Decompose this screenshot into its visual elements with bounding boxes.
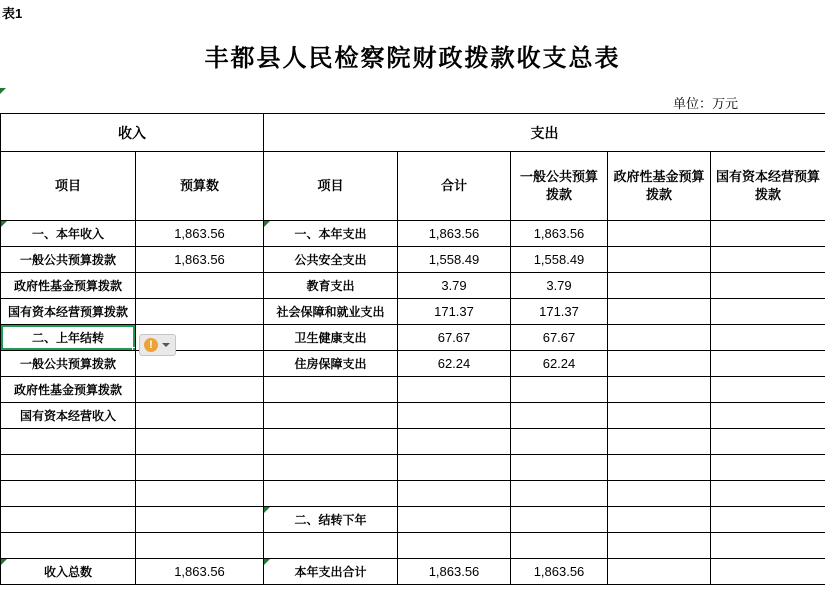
value-cell[interactable] bbox=[711, 455, 825, 481]
value-cell[interactable] bbox=[608, 403, 711, 429]
table-row bbox=[1, 507, 825, 533]
cell-error-triangle-icon bbox=[264, 559, 270, 565]
group-header-row bbox=[1, 114, 825, 152]
item-cell[interactable]: 二、结转下年 bbox=[264, 507, 398, 533]
value-cell[interactable] bbox=[511, 507, 608, 533]
value-cell[interactable] bbox=[608, 455, 711, 481]
col-header-general-public-budget[interactable]: 一般公共预算拨款 bbox=[511, 152, 608, 221]
value-cell[interactable] bbox=[136, 481, 264, 507]
item-cell[interactable] bbox=[1, 455, 136, 481]
value-cell[interactable] bbox=[608, 273, 711, 299]
item-cell[interactable] bbox=[264, 533, 398, 559]
value-cell[interactable] bbox=[711, 299, 825, 325]
item-cell[interactable]: 政府性基金预算拨款 bbox=[1, 273, 136, 299]
table-row bbox=[1, 403, 825, 429]
col-header-gov-fund-budget[interactable]: 政府性基金预算拨款 bbox=[608, 152, 711, 221]
value-cell[interactable] bbox=[711, 351, 825, 377]
value-cell[interactable] bbox=[136, 299, 264, 325]
error-indicator-button[interactable] bbox=[139, 334, 176, 356]
table-row bbox=[1, 299, 825, 325]
table-row bbox=[1, 351, 825, 377]
value-cell[interactable] bbox=[136, 273, 264, 299]
item-cell[interactable]: 住房保障支出 bbox=[264, 351, 398, 377]
col-header-total[interactable]: 合计 bbox=[398, 152, 511, 221]
value-cell[interactable] bbox=[711, 273, 825, 299]
value-cell[interactable] bbox=[608, 299, 711, 325]
value-cell[interactable] bbox=[711, 325, 825, 351]
item-cell[interactable]: 一、本年支出 bbox=[264, 221, 398, 247]
item-cell[interactable] bbox=[264, 481, 398, 507]
value-cell[interactable] bbox=[711, 247, 825, 273]
value-cell[interactable] bbox=[511, 429, 608, 455]
value-cell[interactable] bbox=[711, 559, 825, 585]
item-cell[interactable]: 本年支出合计 bbox=[264, 559, 398, 585]
value-cell[interactable] bbox=[398, 507, 511, 533]
page-title: 丰都县人民检察院财政拨款收支总表 bbox=[204, 45, 621, 72]
value-cell[interactable] bbox=[711, 403, 825, 429]
expense-group-header[interactable]: 支出 bbox=[264, 114, 825, 152]
fill-handle[interactable] bbox=[132, 347, 136, 351]
item-cell[interactable] bbox=[264, 455, 398, 481]
value-cell[interactable]: 62.24 bbox=[511, 351, 608, 377]
value-cell[interactable] bbox=[608, 507, 711, 533]
value-cell[interactable] bbox=[608, 377, 711, 403]
table-row bbox=[1, 481, 825, 507]
income-group-header[interactable]: 收入 bbox=[1, 114, 264, 152]
value-cell[interactable]: 1,863.56 bbox=[136, 247, 264, 273]
col-header-state-capital-budget[interactable]: 国有资本经营预算拨款 bbox=[711, 152, 825, 221]
item-cell[interactable]: 教育支出 bbox=[264, 273, 398, 299]
value-cell[interactable]: 1,863.56 bbox=[398, 559, 511, 585]
value-cell[interactable] bbox=[711, 221, 825, 247]
sheet-label: 表1 bbox=[2, 6, 23, 21]
value-cell[interactable] bbox=[511, 403, 608, 429]
item-cell[interactable]: 一、本年收入 bbox=[1, 221, 136, 247]
cell-error-triangle-icon bbox=[0, 88, 6, 94]
value-cell[interactable]: 1,863.56 bbox=[136, 221, 264, 247]
item-cell[interactable]: 政府性基金预算拨款 bbox=[1, 377, 136, 403]
item-cell[interactable] bbox=[264, 377, 398, 403]
unit-label: 单位：万元 bbox=[673, 96, 739, 111]
value-cell[interactable] bbox=[398, 377, 511, 403]
table-row bbox=[1, 273, 825, 299]
item-cell[interactable] bbox=[1, 481, 136, 507]
value-cell[interactable] bbox=[608, 429, 711, 455]
value-cell[interactable] bbox=[398, 403, 511, 429]
value-cell[interactable] bbox=[136, 377, 264, 403]
warning-icon: ! bbox=[144, 338, 158, 352]
item-cell[interactable] bbox=[1, 507, 136, 533]
table-row bbox=[1, 455, 825, 481]
value-cell[interactable]: 171.37 bbox=[398, 299, 511, 325]
item-cell[interactable] bbox=[1, 429, 136, 455]
item-cell[interactable] bbox=[264, 429, 398, 455]
selected-cell[interactable]: 二、上年结转 bbox=[1, 325, 136, 351]
col-header-expense-item[interactable]: 项目 bbox=[264, 152, 398, 221]
item-cell[interactable]: 一般公共预算拨款 bbox=[1, 351, 136, 377]
table-row bbox=[1, 325, 825, 351]
item-cell[interactable] bbox=[1, 533, 136, 559]
cell-error-triangle-icon bbox=[264, 507, 270, 513]
value-cell[interactable] bbox=[398, 429, 511, 455]
fiscal-summary-table bbox=[0, 113, 825, 585]
col-header-budget[interactable]: 预算数 bbox=[136, 152, 264, 221]
value-cell[interactable]: 1,863.56 bbox=[511, 559, 608, 585]
item-cell[interactable]: 国有资本经营预算拨款 bbox=[1, 299, 136, 325]
table-body bbox=[1, 221, 825, 585]
value-cell[interactable] bbox=[398, 533, 511, 559]
value-cell[interactable] bbox=[711, 429, 825, 455]
value-cell[interactable] bbox=[136, 403, 264, 429]
value-cell[interactable] bbox=[711, 377, 825, 403]
table-row bbox=[1, 377, 825, 403]
item-cell[interactable]: 收入总数 bbox=[1, 559, 136, 585]
col-header-income-item[interactable]: 项目 bbox=[1, 152, 136, 221]
column-header-row bbox=[1, 152, 825, 221]
table-row bbox=[1, 247, 825, 273]
value-cell[interactable]: 1,863.56 bbox=[511, 221, 608, 247]
dropdown-arrow-icon bbox=[162, 343, 170, 347]
value-cell[interactable] bbox=[136, 455, 264, 481]
value-cell[interactable] bbox=[398, 455, 511, 481]
value-cell[interactable]: 67.67 bbox=[511, 325, 608, 351]
value-cell[interactable] bbox=[608, 221, 711, 247]
value-cell[interactable] bbox=[511, 533, 608, 559]
value-cell[interactable] bbox=[398, 481, 511, 507]
value-cell[interactable] bbox=[136, 507, 264, 533]
value-cell[interactable] bbox=[608, 325, 711, 351]
value-cell[interactable]: 171.37 bbox=[511, 299, 608, 325]
item-cell[interactable]: 卫生健康支出 bbox=[264, 325, 398, 351]
value-cell[interactable] bbox=[608, 559, 711, 585]
value-cell[interactable] bbox=[711, 481, 825, 507]
item-cell[interactable]: 社会保障和就业支出 bbox=[264, 299, 398, 325]
value-cell[interactable]: 62.24 bbox=[398, 351, 511, 377]
value-cell[interactable] bbox=[711, 533, 825, 559]
value-cell[interactable] bbox=[136, 533, 264, 559]
value-cell[interactable]: 3.79 bbox=[398, 273, 511, 299]
value-cell[interactable]: 1,558.49 bbox=[398, 247, 511, 273]
cell-error-triangle-icon bbox=[1, 221, 7, 227]
cell-error-triangle-icon bbox=[1, 559, 7, 565]
value-cell[interactable]: 1,558.49 bbox=[511, 247, 608, 273]
item-cell[interactable]: 公共安全支出 bbox=[264, 247, 398, 273]
table-row bbox=[1, 429, 825, 455]
value-cell[interactable]: 3.79 bbox=[511, 273, 608, 299]
table-row bbox=[1, 221, 825, 247]
item-cell[interactable]: 一般公共预算拨款 bbox=[1, 247, 136, 273]
table-row bbox=[1, 533, 825, 559]
value-cell[interactable] bbox=[608, 351, 711, 377]
item-cell[interactable]: 国有资本经营收入 bbox=[1, 403, 136, 429]
value-cell[interactable] bbox=[511, 481, 608, 507]
value-cell[interactable] bbox=[608, 481, 711, 507]
value-cell[interactable] bbox=[511, 377, 608, 403]
value-cell[interactable] bbox=[711, 507, 825, 533]
table-row bbox=[1, 559, 825, 585]
item-cell[interactable] bbox=[264, 403, 398, 429]
value-cell[interactable]: 1,863.56 bbox=[398, 221, 511, 247]
value-cell[interactable]: 1,863.56 bbox=[136, 559, 264, 585]
value-cell[interactable] bbox=[136, 429, 264, 455]
value-cell[interactable]: 67.67 bbox=[398, 325, 511, 351]
value-cell[interactable] bbox=[511, 455, 608, 481]
value-cell[interactable] bbox=[608, 247, 711, 273]
cell-error-triangle-icon bbox=[264, 221, 270, 227]
value-cell[interactable] bbox=[608, 533, 711, 559]
